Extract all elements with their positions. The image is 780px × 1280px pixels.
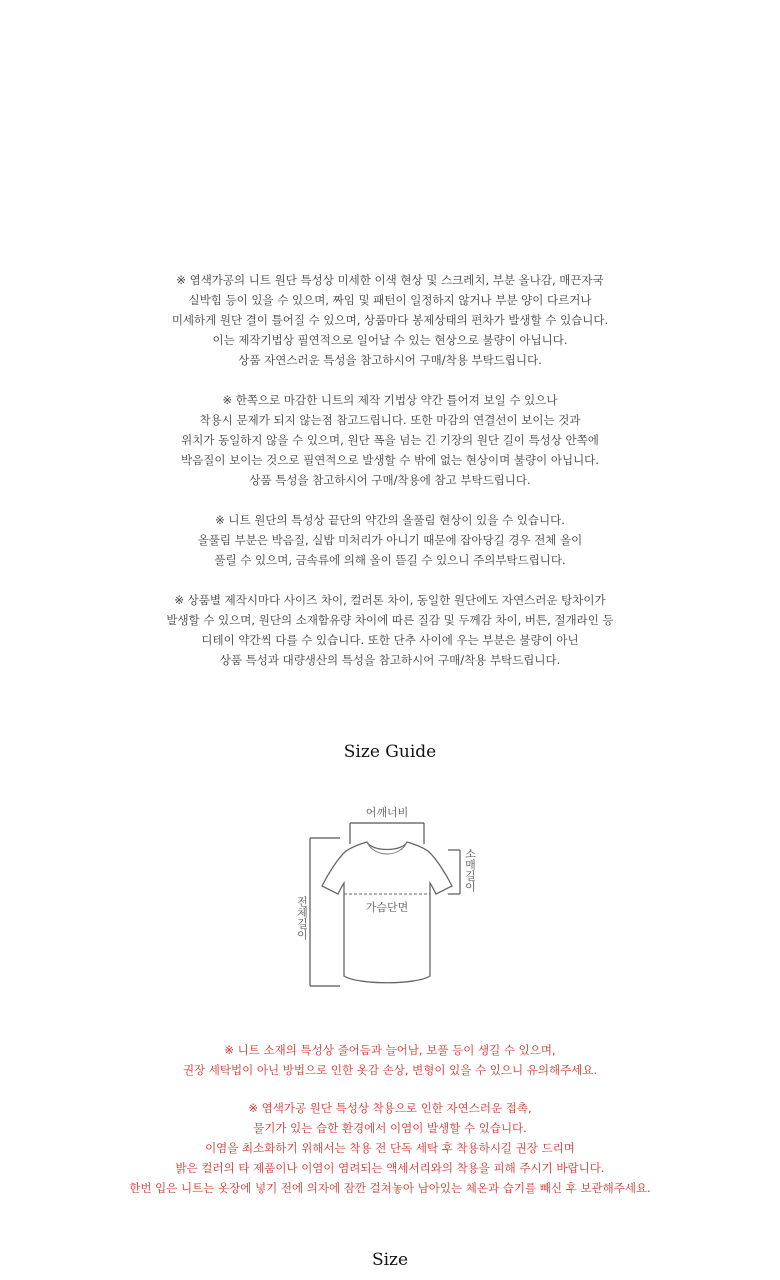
notice-paragraph-unraveling [0,510,780,570]
notice-line: ※ 한쪽으로 마감한 니트의 제작 기법상 약간 틀어져 보일 수 있으나 [222,393,558,407]
care-paragraph-shrinkage [0,1040,780,1080]
notice-line: 풀릴 수 있으며, 금속류에 의해 올이 뜯길 수 있으니 주의부탁드립니다. [214,553,566,567]
sleeve-label: 소매길이 [463,848,477,892]
care-line: 밝은 컬러의 타 제품이나 이염이 염려되는 액세서리와의 착용을 피해 주시기 바랍니다. [175,1161,605,1175]
shoulder-label: 어깨너비 [365,806,409,819]
notice-line: 실박힘 등이 있을 수 있으며, 짜임 및 패턴이 일정하지 않거나 부분 양이 다르거나 [188,293,592,307]
notice-line: ※ 니트 원단의 특성상 끝단의 약간의 올풀림 현상이 있을 수 있습니다. [215,513,565,527]
notice-line: 상품 자연스러운 특성을 참고하시어 구매/착용 부탁드립니다. [238,353,542,367]
care-line: ※ 니트 소재의 특성상 줄어듬과 늘어남, 보풀 등이 생길 수 있으며, [224,1043,556,1057]
notice-line: ※ 염색가공의 니트 원단 특성상 미세한 이색 현상 및 스크레치, 부분 올나감, 매끈자국 [176,273,604,287]
size-title: Size [371,1250,409,1270]
notice-line: 착용시 문제가 되지 않는점 참고드립니다. 또한 마감의 연결선이 보이는 것과 [199,413,581,427]
notice-paragraph-dyeing [0,270,780,370]
shoulder-measure [350,823,424,844]
length-measure [310,838,340,986]
care-paragraph-dye-transfer [0,1098,780,1198]
notice-line: 발생할 수 있으며, 원단의 소재함유량 차이에 따른 질감 및 두께감 차이, 버튼, 절개라인 등 [166,613,614,627]
length-label: 전체길이 [295,896,309,940]
notice-line: 박음질이 보이는 것으로 필연적으로 발생할 수 밖에 없는 현상이며 불량이 아닙니다. [181,453,599,467]
tshirt-diagram [290,800,490,1000]
notice-line: 디테이 약간씩 다를 수 있습니다. 또한 단추 사이에 우는 부분은 불량이 아닌 [201,633,579,647]
care-line: 물기가 있는 습한 환경에서 이염이 발생할 수 있습니다. [253,1121,527,1135]
notice-line: 올풀림 부분은 박음질, 실밥 미처리가 아니기 때문에 잡아당길 경우 전체 올이 [197,533,583,547]
care-notice [0,1040,780,1198]
care-line: ※ 염색가공 원단 특성상 착용으로 인한 자연스러운 접촉, [248,1101,532,1115]
chest-label: 가슴단면 [365,901,409,914]
notice-line: 미세하게 원단 결이 틀어질 수 있으며, 상품마다 봉제상태의 편차가 발생할 수 있습니다. [171,313,609,327]
notice-paragraph-finishing [0,390,780,490]
notice-paragraph-variation [0,590,780,670]
notice-line: 상품 특성을 참고하시어 구매/착용에 참고 부탁드립니다. [249,473,531,487]
care-line: 한번 입은 니트는 옷장에 넣기 전에 의자에 잠깐 걸쳐놓아 남아있는 체온과 습기를 빼신 후 보관해주세요. [129,1181,651,1195]
care-line: 이염을 최소화하기 위해서는 착용 전 단독 세탁 후 착용하시길 권장 드리며 [205,1141,575,1155]
size-guide-diagram [290,800,490,1000]
notice-line: 이는 제작기법상 필연적으로 일어날 수 있는 현상으로 불량이 아닙니다. [212,333,568,347]
size-guide-title: Size Guide [343,742,437,762]
notice-line: 위치가 동일하지 않을 수 있으며, 원단 폭을 넘는 긴 기장의 원단 길이 특성상 안쪽에 [181,433,599,447]
notice-line: ※ 상품별 제작시마다 사이즈 차이, 컬러톤 차이, 동일한 원단에도 자연스러운 탕차이가 [174,593,606,607]
product-notice [0,270,780,670]
care-line: 권장 세탁법이 아닌 방법으로 인한 옷감 손상, 변형이 있을 수 있으니 유의해주세요. [182,1063,598,1077]
notice-line: 상품 특성과 대량생산의 특성을 참고하시어 구매/착용 부탁드립니다. [219,653,561,667]
